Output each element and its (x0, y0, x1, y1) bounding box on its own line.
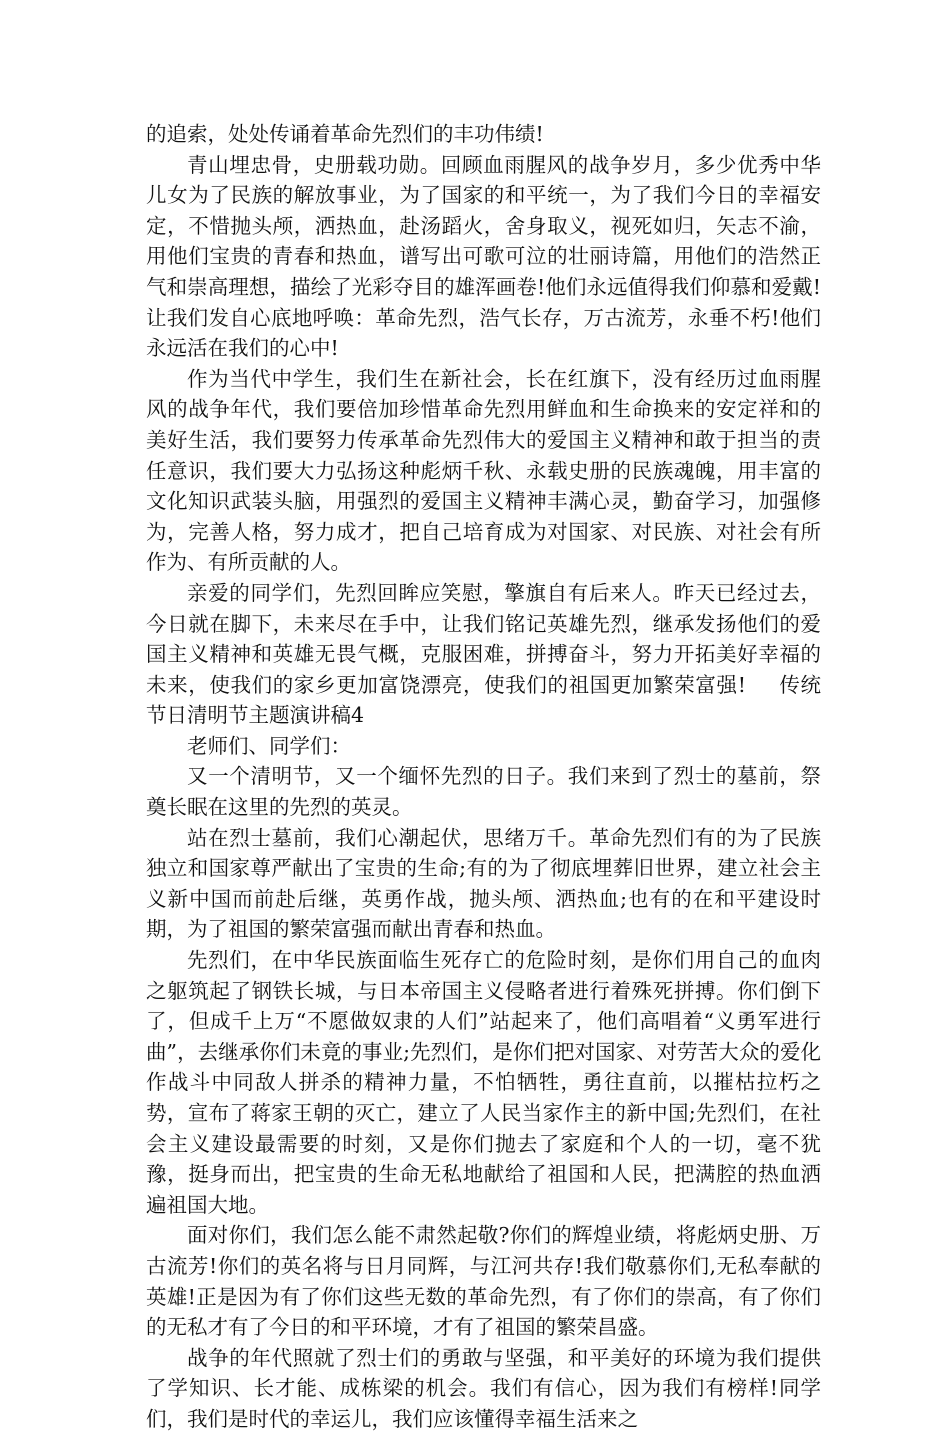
paragraph: 又一个清明节，又一个缅怀先烈的日子。我们来到了烈士的墓前，祭奠长眠在这里的先烈的英灵。 (146, 764, 821, 820)
paragraph: 的追索，处处传诵着革命先烈们的丰功伟绩! (146, 122, 544, 146)
paragraph: 作为当代中学生，我们生在新社会，长在红旗下，没有经历过血雨腥风的战争年代，我们要倍加珍惜革命先烈用鲜血和生命换来的安定祥和的美好生活，我们要努力传承革命先烈伟大的爱国主义精神和敢于担当的责任意识，我们要大力弘扬这种彪炳千秋、永载史册的民族魂魄，用丰富的文化知识武装头脑，用强烈的爱国主义精神丰满心灵，勤奋学习，加强修为，完善人格，努力成才，把自己培育成为对国家、对民族、对社会有所作为、有所贡献的人。 (146, 366, 821, 575)
document-page (146, 119, 821, 1435)
paragraph-with-heading (146, 578, 821, 731)
paragraph: 战争的年代照就了烈士们的勇敢与坚强，和平美好的环境为我们提供了学知识、长才能、成栋梁的机会。我们有信心，因为我们有榜样!同学们，我们是时代的幸运儿，我们应该懂得幸福生活来之 (146, 1345, 821, 1431)
paragraph: 青山埋忠骨，史册载功勋。回顾血雨腥风的战争岁月，多少优秀中华儿女为了民族的解放事业，为了国家的和平统一，为了我们今日的幸福安定，不惜抛头颅，洒热血，赴汤蹈火，舍身取义，视死如归，矢志不渝，用他们宝贵的青春和热血，谱写出可歌可泣的壮丽诗篇，用他们的浩然正气和崇高理想，描绘了光彩夺目的雄浑画卷!他们永远值得我们仰慕和爱戴!让我们发自心底地呼唤：革命先烈，浩气长存，万古流芳，永垂不朽!他们永远活在我们的心中! (146, 152, 821, 361)
greeting: 老师们、同学们： (187, 733, 351, 758)
paragraph: 站在烈士墓前，我们心潮起伏，思绪万千。革命先烈们有的为了民族独立和国家尊严献出了宝贵的生命;有的为了彻底埋葬旧世界，建立社会主义新中国而前赴后继，英勇作战，抛头颅、洒热血;也有的在和平建设时期，为了祖国的繁荣富强而献出青春和热血。 (146, 825, 821, 942)
speech-heading: 传统节日清明节主题演讲稿4 (146, 672, 821, 728)
paragraph: 面对你们，我们怎么能不肃然起敬?你们的辉煌业绩，将彪炳史册、万古流芳!你们的英名将与日月同辉，与江河共存!我们敬慕你们,无私奉献的英雄!正是因为有了你们这些无数的革命先烈，有了你们的崇高，有了你们的无私才有了今日的和平环境，才有了祖国的繁荣昌盛。 (146, 1223, 821, 1340)
paragraph-text: 亲爱的同学们，先烈回眸应笑慰，擎旗自有后来人。昨天已经过去，今日就在脚下，未来尽在手中，让我们铭记英雄先烈，继承发扬他们的爱国主义精神和英雄无畏气概，克服困难，拼搏奋斗，努力开拓美好幸福的未来，使我们的家乡更加富饶漂亮，使我们的祖国更加繁荣富强! (146, 580, 821, 697)
paragraph: 先烈们，在中华民族面临生死存亡的危险时刻，是你们用自己的血肉之躯筑起了钢铁长城，与日本帝国主义侵略者进行着殊死拼搏。你们倒下了，但成千上万“不愿做奴隶的人们”站起来了，他们高唱着“义勇军进行曲”，去继承你们未竟的事业;先烈们，是你们把对国家、对劳苦大众的爱化作战斗中同敌人拼杀的精神力量，不怕牺牲，勇往直前，以摧枯拉朽之势，宣布了蒋家王朝的灭亡，建立了人民当家作主的新中国;先烈们，在社会主义建设最需要的时刻，又是你们抛去了家庭和个人的一切，毫不犹豫，挺身而出，把宝贵的生命无私地献给了祖国和人民，把满腔的热血洒遍祖国大地。 (146, 948, 821, 1217)
